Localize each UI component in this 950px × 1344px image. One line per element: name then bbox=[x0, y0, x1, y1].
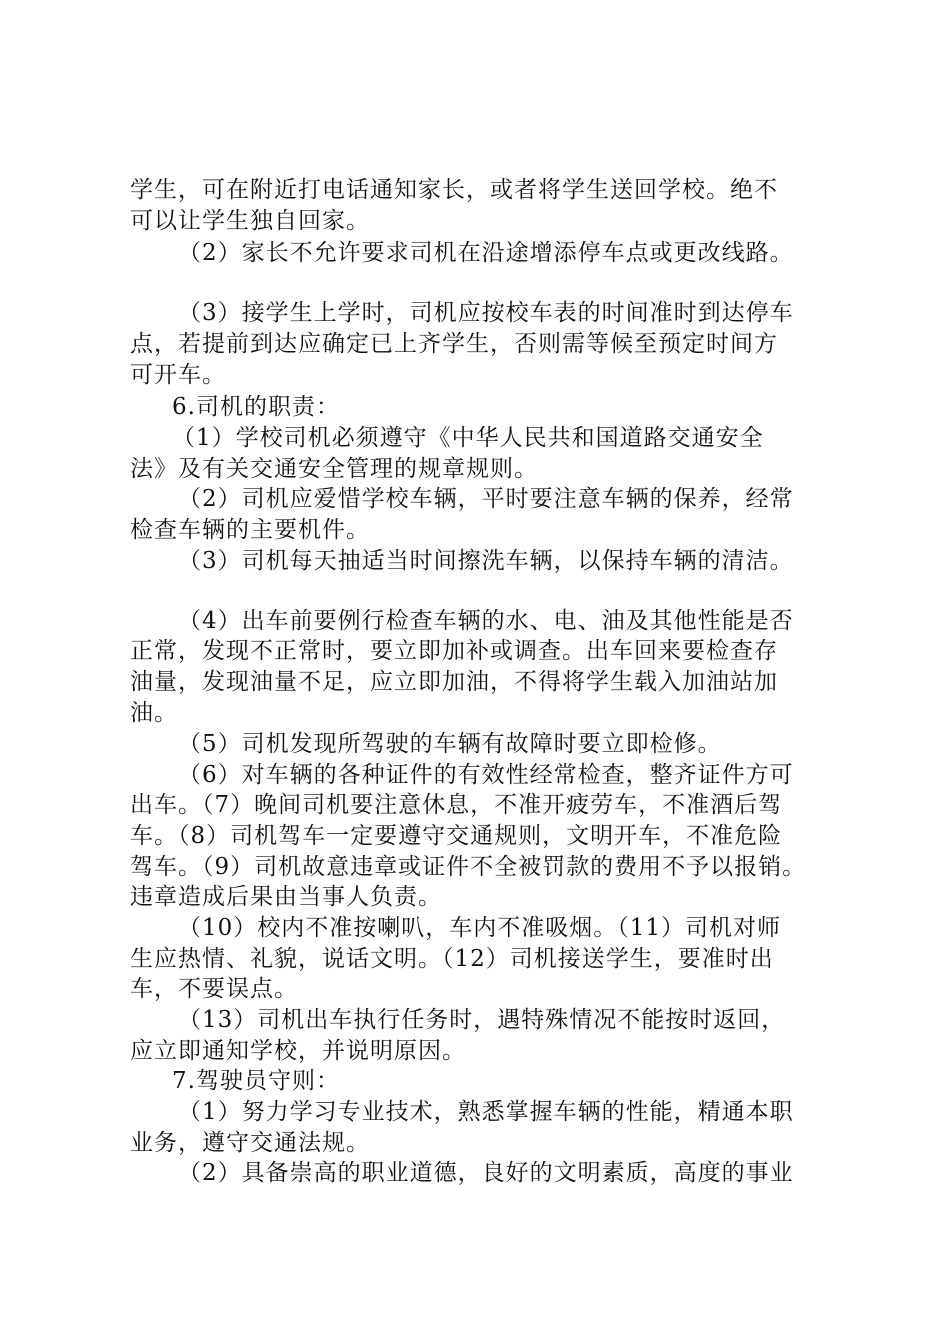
text-line: 检查车辆的主要机件。 bbox=[130, 517, 370, 543]
text-line: （3）司机每天抽适当时间擦洗车辆，以保持车辆的清洁。 bbox=[178, 548, 794, 574]
text-line: 油。 bbox=[130, 700, 178, 726]
text-line: （5）司机发现所驾驶的车辆有故障时要立即检修。 bbox=[178, 731, 722, 757]
text-line: （2）家长不允许要求司机在沿途增添停车点或更改线路。 bbox=[178, 240, 794, 266]
text-line: 可开车。 bbox=[130, 362, 226, 388]
text-line: （1）努力学习专业技术，熟悉掌握车辆的性能，精通本职 bbox=[178, 1099, 794, 1125]
text-line: 生应热情、礼貌，说话文明。（12）司机接送学生，要准时出 bbox=[130, 946, 774, 972]
text-line: （2）司机应爱惜学校车辆，平时要注意车辆的保养，经常 bbox=[178, 486, 794, 512]
text-line: （13）司机出车执行任务时，遇特殊情况不能按时返回， bbox=[178, 1007, 786, 1033]
text-line: （6）对车辆的各种证件的有效性经常检查，整齐证件方可 bbox=[178, 762, 794, 788]
text-line: 正常，发现不正常时，要立即加补或调查。出车回来要检查存 bbox=[130, 638, 778, 664]
text-line: （10）校内不准按喇叭，车内不准吸烟。（11）司机对师 bbox=[178, 915, 782, 941]
section-heading: 6.司机的职责： bbox=[172, 394, 340, 420]
text-line: （4）出车前要例行检查车辆的水、电、油及其他性能是否 bbox=[178, 608, 794, 634]
text-line: （3）接学生上学时，司机应按校车表的时间准时到达停车 bbox=[178, 300, 794, 326]
text-line: 学生，可在附近打电话通知家长，或者将学生送回学校。绝不 bbox=[130, 177, 778, 203]
text-line: 业务，遵守交通法规。 bbox=[130, 1130, 370, 1156]
text-line: 点，若提前到达应确定已上齐学生，否则需等候至预定时间方 bbox=[130, 331, 778, 357]
text-line: （2）具备崇高的职业道德，良好的文明素质，高度的事业 bbox=[178, 1160, 794, 1186]
text-line: 出车。（7）晚间司机要注意休息，不准开疲劳车，不准酒后驾 bbox=[130, 792, 783, 818]
text-line: 驾车。（9）司机故意违章或证件不全被罚款的费用不予以报销。 bbox=[130, 854, 807, 880]
text-line: 可以让学生独自回家。 bbox=[130, 208, 370, 234]
text-line: 车。（8）司机驾车一定要遵守交通规则，文明开车，不准危险 bbox=[130, 823, 783, 849]
text-line: （1）学校司机必须遵守《中华人民共和国道路交通安全 bbox=[172, 425, 764, 451]
text-line: 应立即通知学校，并说明原因。 bbox=[130, 1038, 466, 1064]
text-line: 违章造成后果由当事人负责。 bbox=[130, 884, 442, 910]
text-line: 油量，发现油量不足，应立即加油，不得将学生载入加油站加 bbox=[130, 669, 778, 695]
section-heading: 7.驾驶员守则： bbox=[172, 1068, 340, 1094]
text-line: 法》及有关交通安全管理的规章规则。 bbox=[130, 456, 538, 482]
text-line: 车，不要误点。 bbox=[130, 976, 298, 1002]
